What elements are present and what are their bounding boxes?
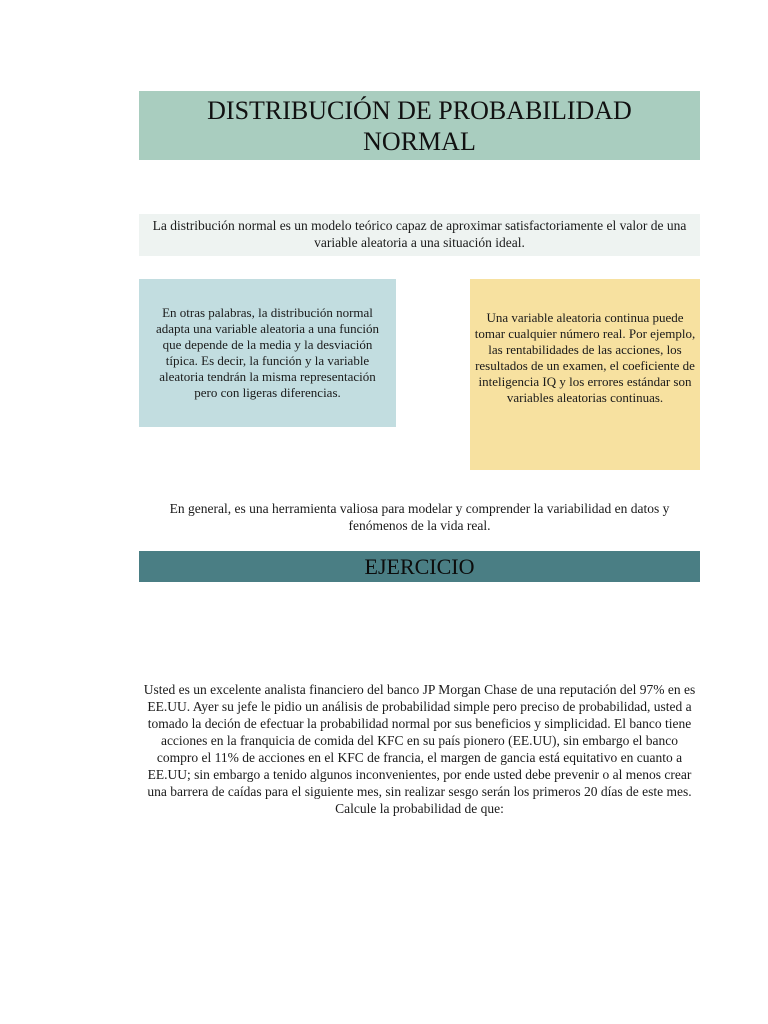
intro-box [139,214,700,256]
continuous-variable-card [470,279,700,470]
definition-text: En otras palabras, la distribución normal adapta una variable aleatoria a una función que depende de la media y la desviación típica. Es decir, la función y la variable aleatoria tendrán la misma representación pero con ligeras diferencias. [155,305,380,400]
title-banner [139,91,700,160]
summary-text: En general, es una herramienta valiosa para modelar y comprender la variabilidad en datos y fenómenos de la vida real. [169,501,670,533]
page-title-line-1: DISTRIBUCIÓN DE PROBABILIDAD [207,96,632,125]
exercise-paragraph [139,681,700,817]
intro-text: La distribución normal es un modelo teórico capaz de aproximar satisfactoriamente el valor de una variable aleatoria a una situación ideal. [152,218,687,250]
exercise-heading: EJERCICIO [364,554,475,579]
exercise-heading-bar [139,551,700,582]
continuous-variable-text: Una variable aleatoria continua puede tomar cualquier número real. Por ejemplo, las rentabilidades de las acciones, los resultados de un examen, el coeficiente de inteligencia IQ y los errores estándar son variables aleatorias continuas. [474,310,696,405]
definition-card [139,279,396,427]
summary-paragraph [139,500,700,534]
exercise-text: Usted es un excelente analista financiero del banco JP Morgan Chase de una reputación del 97% en es EE.UU. Ayer su jefe le pidio un análisis de probabilidad simple pero preciso de probabilidad, usted a tomado la deción de efectuar la probabilidad normal por sus beneficios y simplicidad. El banco tiene acciones en la franquicia de comida del KFC en su país pionero (EE.UU), sin embargo el banco compro el 11% de acciones en el KFC de francia, el margen de gancia está equitativo en cuanto a EE.UU; sin embargo a tenido algunos inconvenientes, por ende usted debe prevenir o al menos crear una barrera de caídas para el siguiente mes, sin realizar sesgo serán los primeros 20 días de este mes. Calcule la probabilidad de que: [143,682,696,816]
page-title-line-2: NORMAL [363,127,476,156]
